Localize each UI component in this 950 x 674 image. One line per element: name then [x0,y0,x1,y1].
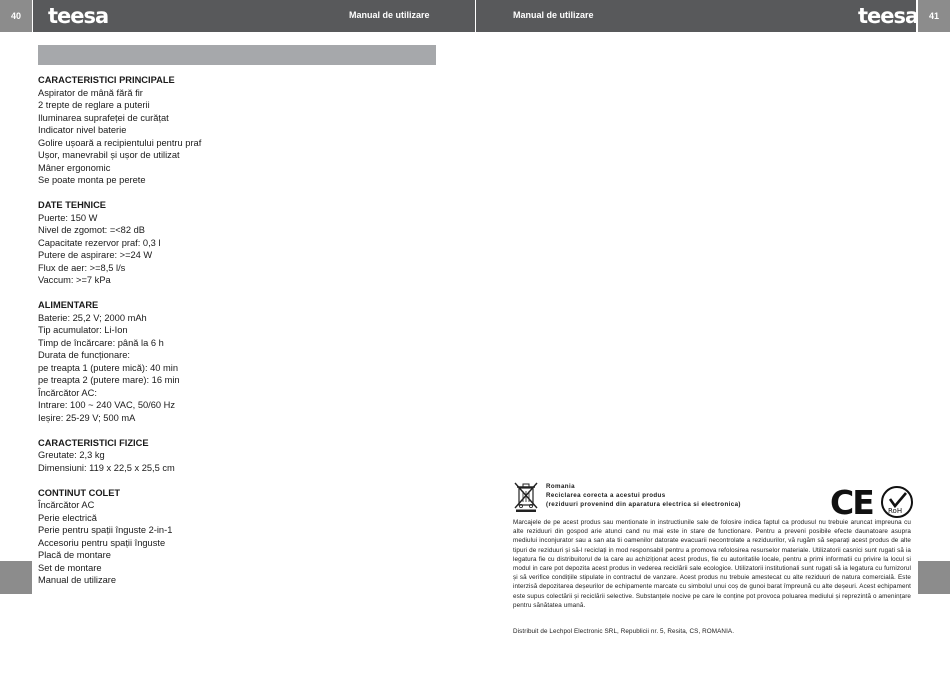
section-main-features [38,74,438,187]
page-number-right: 41 [918,0,950,32]
section-title: CONTINUT COLET [38,487,121,498]
spec-line: Perie electrică [38,512,97,523]
spec-line: Capacitate rezervor praf: 0,3 l [38,237,161,248]
section-physical-features [38,437,438,475]
spec-line: Mâner ergonomic [38,162,111,173]
spec-line: Timp de încărcare: până la 6 h [38,337,164,348]
spec-line: Set de montare [38,562,102,573]
crossed-bin-icon [513,482,539,512]
certification-marks [830,485,914,519]
recycling-title: Reciclarea corecta a acestui produs [546,492,666,499]
spec-line: Tip acumulator: Li-Ion [38,325,128,335]
spec-line: Dimensiuni: 119 x 22,5 x 25,5 cm [38,462,175,473]
section-title: DATE TEHNICE [38,200,107,210]
distributor-text: Distribuit de Lechpol Electronic SRL, Republicii nr. 5, Resita, CS, ROMANIA. [513,628,735,635]
side-tab-right [918,561,950,594]
spec-line: 2 trepte de reglare a puterii [38,100,150,110]
recycling-body-text: Marcajele de pe acest produs sau mentionate in instructiunile sale de folosire indica faptul ca produsul nu trebuie aruncat impreuna cu alte reziduuri din gospod arie atunci cand nu mai este in stare de functionare. Pentru a preveni posibile efecte daunatoare asupra mediului inconjurator sau a san ata tii oamenilor datorate evacuarii necontrolate a reziduurilor, vă rugăm să separați acest produs de alte tipuri de reziduuri și să-l reciclați in mod responsabil pentru a promova refolosirea resurselor materiale. Utilizatorii casnici sunt rugati să ia legatura fie cu distribuitorul de la care au achiziționat acest produs, fie cu autoritatile locale, pentru a primi informatii cu privire la locul si modul in care pot depozita acest produs in vederea reciclării sale ecologice. Utilizatorii institutionali sunt rugati să ia legatura cu furnizorul și să verifice condițiile stipulate in contractul de vanzare. Acest produs nu trebuie amestecat cu alte reziduuri de natura comercială. Este interzisă depozitarea deșeurilor de echipamente marcate cu simbolul unui coș de gunoi barat împreună cu alte deșeuri. Acest echipament este supus colectării și reciclării selective. Substanțele nocive pe care le conține pot provoca poluarea mediului și reprezintă o amenințare pentru sănătatea umană. [513,519,911,609]
ce-mark-icon: CE [830,485,873,519]
spec-line: Se poate monta pe perete [38,175,146,185]
spec-line: Greutate: 2,3 kg [38,450,105,460]
spec-line: Durata de funcționare: [38,350,130,360]
teesa-logo-left: teesa [48,4,109,28]
spec-line: Ușor, manevrabil și ușor de utilizat [38,150,180,160]
spec-line: Flux de aer: >=8,5 l/s [38,262,126,273]
page-number-left: 40 [0,0,32,32]
section-power-supply [38,299,438,424]
section-title: CARACTERISTICI FIZICE [38,437,149,448]
spec-line: Încărcător AC: [38,387,97,398]
spec-line: pe treapta 2 (putere mare): 16 min [38,375,180,385]
spec-line: Putere de aspirare: >=24 W [38,250,153,260]
spec-line: Vaccum: >=7 kPa [38,275,111,285]
section-banner [38,45,436,65]
side-tab-left [0,561,32,594]
specifications-content [38,74,438,599]
spec-line: Nivel de zgomot: =<82 dB [38,225,145,235]
spec-line: Placă de montare [38,550,111,560]
section-title: CARACTERISTICI PRINCIPALE [38,75,175,85]
recycling-country: Romania [546,483,575,490]
spec-line: Ieșire: 25-29 V; 500 mA [38,412,136,423]
spec-line: Perie pentru spații înguste 2-in-1 [38,525,173,535]
spec-line: Aspirator de mână fără fir [38,87,143,98]
recycling-heading [546,482,741,509]
teesa-logo-right: teesa [858,4,919,28]
header-title-right: Manual de utilizare [513,10,594,20]
spec-line: Încărcător AC [38,500,95,510]
spec-line: Iluminarea suprafeței de curățat [38,112,169,123]
spec-line: pe treapta 1 (putere mică): 40 min [38,362,179,373]
spec-line: Golire ușoară a recipientului pentru praf [38,137,202,148]
section-package-contents [38,487,438,587]
section-technical-data [38,199,438,287]
spec-line: Manual de utilizare [38,575,117,585]
recycling-subtitle: (reziduuri provenind din aparatura electrica si electronica) [546,501,741,508]
header-title-left: Manual de utilizare [349,10,430,20]
rohs-mark-text: RoH [888,507,903,515]
spec-line: Accesoriu pentru spații înguste [38,537,166,548]
spec-line: Baterie: 25,2 V; 2000 mAh [38,312,147,323]
section-title: ALIMENTARE [38,300,99,310]
spec-line: Indicator nivel baterie [38,125,127,135]
spec-line: Puerte: 150 W [38,212,98,223]
spec-line: Intrare: 100 ~ 240 VAC, 50/60 Hz [38,400,176,410]
